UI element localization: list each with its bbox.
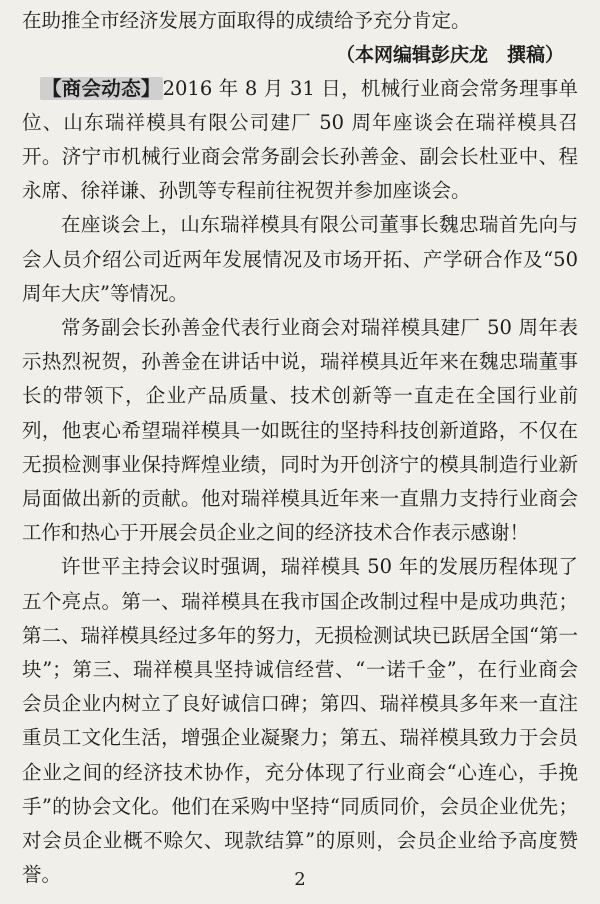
page-number: 2 bbox=[294, 869, 306, 890]
paragraph-3: 常务副会长孙善金代表行业商会对瑞祥模具建厂 50 周年表示热烈祝贺，孙善金在讲话中说，瑞祥模具近年来在魏忠瑞董事长的带领下，企业产品质量、技术创新等一直走在全国行业前列，他衷心希望瑞祥模具一如既往的坚持科技创新道路，不仅在无损检测事业保持辉煌业绩，同时为开创济宁的模具制造行业新局面做出新的贡献。他对瑞祥模具近年来一直鼎力支持行业商会工作和热心于开展会员企业之间的经济技术合作表示感谢！ bbox=[22, 316, 578, 545]
paragraph-2: 在座谈会上，山东瑞祥模具有限公司董事长魏忠瑞首先向与会人员介绍公司近两年发展情况及市场开拓、产学研合作及“50周年大庆”等情况。 bbox=[22, 213, 578, 305]
paragraph-1-text: 2016 年 8 月 31 日，机械行业商会常务理事单位、山东瑞祥模具有限公司建厂 50 周年座谈会在瑞祥模具召开。济宁市机械行业商会常务副会长孙善金、副会长杜亚中、程永席、徐祥谦、孙凯等专程前往祝贺并参加座谈会。 bbox=[22, 76, 578, 203]
paragraph-1 bbox=[22, 72, 578, 209]
paragraph-4: 许世平主持会议时强调，瑞祥模具 50 年的发展历程体现了五个亮点。第一、瑞祥模具在我市国企改制过程中是成功典范；第二、瑞祥模具经过多年的努力，无损检测试块已跃居全国“第一块”；第三、瑞祥模具坚持诚信经营、“一诺千金”，在行业商会会员企业内树立了良好诚信口碑；第四、瑞祥模具多年来一直注重员工文化生活，增强企业凝聚力；第五、瑞祥模具致力于会员企业之间的经济技术协作，充分体现了行业商会“心连心，手挽手”的协会文化。他们在采购中坚持“同质同价，会员企业优先；对会员企业概不赊欠、现款结算”的原则，会员企业给予高度赞誉。 bbox=[22, 555, 578, 887]
section-tag: 【商会动态】 bbox=[42, 76, 161, 100]
byline: （本网编辑彭庆龙 撰稿） bbox=[335, 43, 564, 66]
intro-line: 在助推全市经济发展方面取得的成绩给予充分肯定。 bbox=[22, 9, 471, 32]
